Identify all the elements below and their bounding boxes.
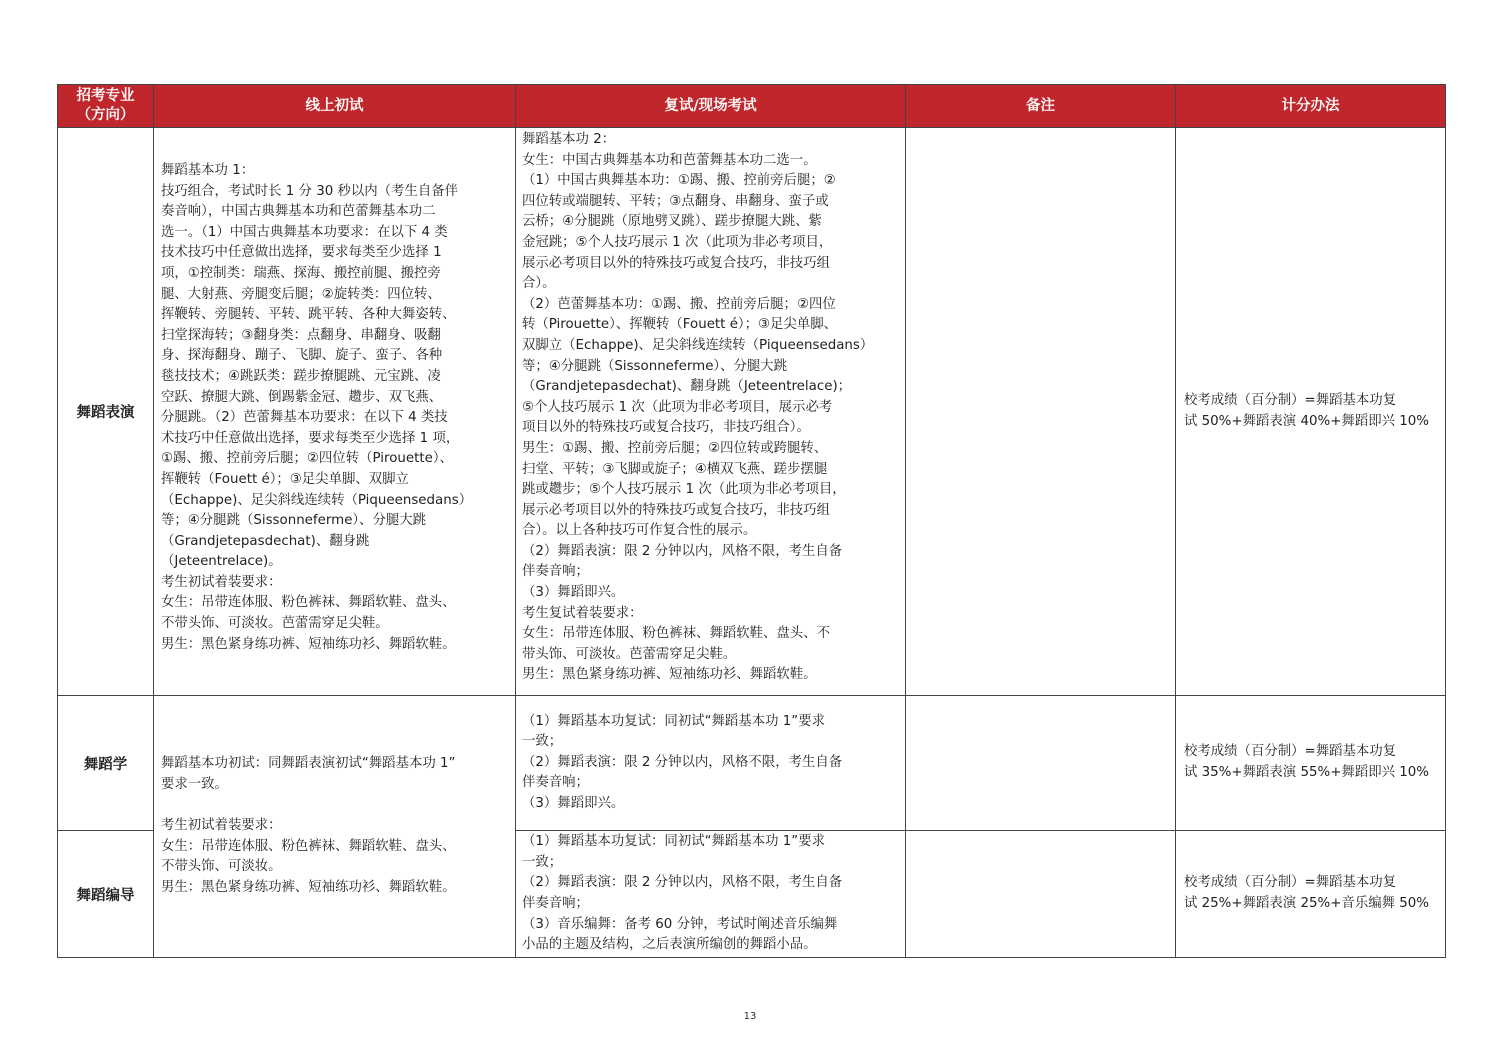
header-remark: 备注 [906,85,1176,128]
table-row [58,696,1446,831]
major-name: 舞蹈表演 [58,128,154,696]
retest-text: （1）舞蹈基本功复试：同初试“舞蹈基本功 1”要求 一致； （2）舞蹈表演：限 2 分钟以内，风格不限，考生自备 伴奏音响； （3）舞蹈即兴。 [522,713,843,811]
header-online: 线上初试 [154,85,516,128]
major-name: 舞蹈学 [58,696,154,831]
table-row [58,128,1446,696]
scoring-text: 校考成绩（百分制）=舞蹈基本功复 试 50%+舞蹈表演 40%+舞蹈即兴 10% [1184,392,1430,429]
retest-text: （1）舞蹈基本功复试：同初试“舞蹈基本功 1”要求 一致； （2）舞蹈表演：限 2 分钟以内，风格不限，考生自备 伴奏音响； （3）音乐编舞：备考 60 分钟，考试时阐述音乐编舞 小品的主题及结构，之后表演所编创的舞蹈小品。 [522,834,843,953]
header-retest: 复试/现场考试 [516,85,906,128]
page-number: 13 [743,1011,757,1022]
header-major: 招考专业 （方向） [58,85,154,128]
online-exam-text: 舞蹈基本功 1： 技巧组合，考试时长 1 分 30 秒以内（考生自备伴 奏音响），中国古典舞基本功和芭蕾舞基本功二 选一。（1）中国古典舞基本功要求：在以下 4 类 技术技巧中任意做出选择，要求每类至少选择 1 项，①控制类：瑞燕、探海、搬控前腿、搬控旁 腿、大射燕、旁腿变后腿；②旋转类：四位转、 挥鞭转、旁腿转、平转、跳平转、各种大舞姿转、 扫堂探海转；③翻身类：点翻身、串翻身、吸翻 身、探海翻身、蹦子、飞脚、旋子、蛮子、各种 毯技技术；④跳跃类：蹉步撩腿跳、元宝跳、凌 空跃、撩腿大跳、倒踢紫金冠、趱步、双飞燕、 分腿跳。（2）芭蕾舞基本功要求：在以下 4 类技 术技巧中任意做出选择，要求每类至少选择 1 项， ①踢、搬、控前旁后腿；②四位转（Pirouette）、 挥鞭转（Fouett é）；③足尖单脚、双脚立 （Echappe)、足尖斜线连续转（Piqueensedans） 等；④分腿跳（Sissonneferme）、分腿大跳 （Grandjetepasdechat)、翻身跳 （Jeteentrelace)。 考生初试着装要求： 女生：吊带连体服、粉色裤袜、舞蹈软鞋、盘头、 不带头饰、可淡妆。芭蕾需穿足尖鞋。 男生：黑色紧身练功裤、短袖练功衫、舞蹈软鞋。 [161,163,473,652]
retest-text: 舞蹈基本功 2： 女生：中国古典舞基本功和芭蕾舞基本功二选一。 （1）中国古典舞基本功：①踢、搬、控前旁后腿；② 四位转或端腿转、平转；③点翻身、串翻身、蛮子或 云桥；④分腿跳（原地劈叉跳）、蹉步撩腿大跳、紫 金冠跳；⑤个人技巧展示 1 次（此项为非必考项目， 展示必考项目以外的特殊技巧或复合技巧，非技巧组 合）。 （2）芭蕾舞基本功：①踢、搬、控前旁后腿；②四位 转（Pirouette）、挥鞭转（Fouett é）；③足尖单脚、 双脚立（Echappe)、足尖斜线连续转（Piqueensedans） 等；④分腿跳（Sissonneferme）、分腿大跳 （Grandjetepasdechat)、翻身跳（Jeteentrelace)； ⑤个人技巧展示 1 次（此项为非必考项目，展示必考 项目以外的特殊技巧或复合技巧，非技巧组合）。 男生：①踢、搬、控前旁后腿；②四位转或跨腿转、 扫堂、平转；③飞脚或旋子；④横双飞燕、蹉步摆腿 跳或趱步；⑤个人技巧展示 1 次（此项为非必考项目， 展示必考项目以外的特殊技巧或复合技巧，非技巧组 合）。以上各种技巧可作复合性的展示。 （2）舞蹈表演：限 2 分钟以内，风格不限，考生自备 伴奏音响； （3）舞蹈即兴。 考生复试着装要求： 女生：吊带连体服、粉色裤袜、舞蹈软鞋、盘头、不 带头饰、可淡妆。芭蕾需穿足尖鞋。 男生：黑色紧身练功裤、短袖练功衫、舞蹈软鞋。 [522,132,874,683]
online-exam-cell [154,128,516,696]
retest-cell [516,128,906,696]
shared-online-exam-text: 舞蹈基本功初试：同舞蹈表演初试“舞蹈基本功 1” 要求一致。 考生初试着装要求： 女生：吊带连体服、粉色裤袜、舞蹈软鞋、盘头、 不带头饰、可淡妆。 男生：黑色紧身练功裤、短袖练功衫、舞蹈软鞋。 [161,756,456,895]
remark-cell [906,696,1176,831]
scoring-cell [1176,128,1446,696]
shared-online-exam-cell [154,696,516,958]
retest-cell [516,831,906,958]
scoring-text: 校考成绩（百分制）=舞蹈基本功复 试 25%+舞蹈表演 25%+音乐编舞 50% [1184,875,1430,911]
remark-cell [906,128,1176,696]
scoring-cell [1176,831,1446,958]
major-name: 舞蹈编导 [58,831,154,958]
remark-cell [906,831,1176,958]
admission-table [57,84,1446,958]
header-row [58,85,1446,128]
retest-cell [516,696,906,831]
scoring-text: 校考成绩（百分制）=舞蹈基本功复 试 35%+舞蹈表演 55%+舞蹈即兴 10% [1184,744,1430,780]
scoring-cell [1176,696,1446,831]
header-scoring: 计分办法 [1176,85,1446,128]
